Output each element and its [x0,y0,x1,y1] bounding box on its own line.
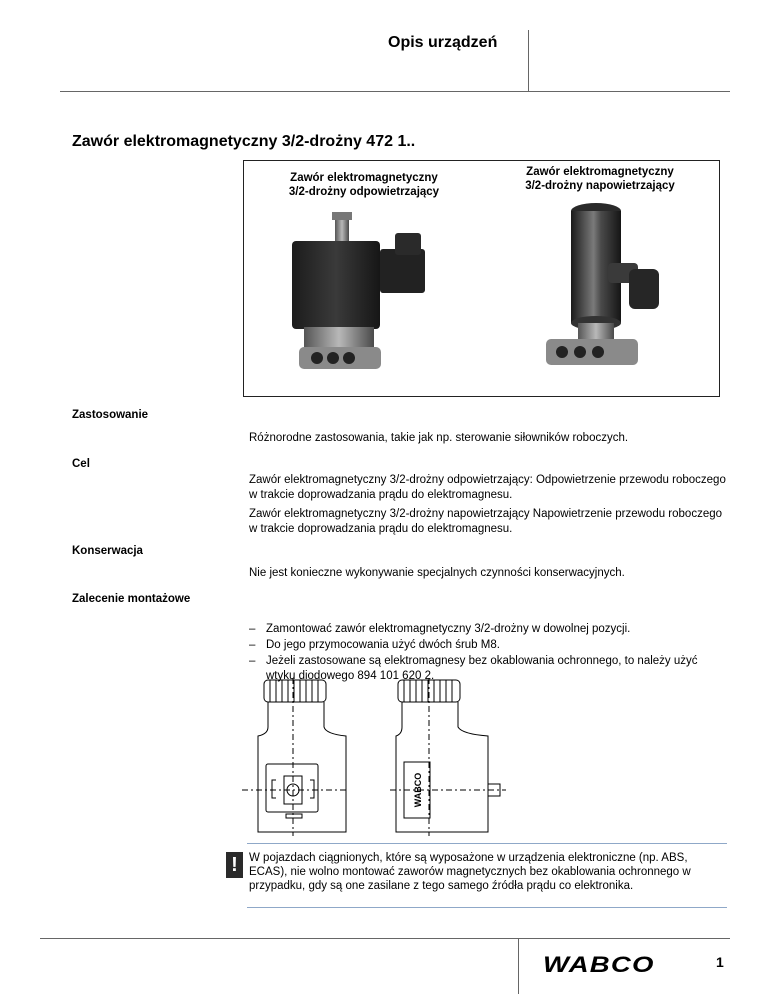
left-photo-caption [264,171,464,199]
list-item: – Jeżeli zastosowane są elektromagnesy bez okablowania ochronnego, to należy użyć wtyku diodowego 894 101 620 2. [249,654,729,684]
section-text-konserwacja: Nie jest konieczne wykonywanie specjalnych czynności konserwacyjnych. [249,567,625,579]
list-item: – Zamontować zawór elektromagnetyczny 3/2-drożny w dowolnej pozycji. [249,622,729,637]
section-text-cel-2: Zawór elektromagnetyczny 3/2-drożny napowietrzający Napowietrzenie przewodu roboczego w trakcie doprowadzania prądu do elektromagnesu. [249,508,723,535]
drawing-brand-label: WABCO [413,772,423,808]
header-divider-horizontal [60,91,730,92]
section-text-zastosowanie: Różnorodne zastosowania, takie jak np. sterowanie siłowników roboczych. [249,432,629,444]
list-item: – Do jego przymocowania użyć dwóch śrub M8. [249,638,729,653]
page-number: 1 [716,954,724,970]
wabco-logo: WABCO [543,952,655,977]
section-label-zastosowanie: Zastosowanie [72,409,149,421]
product-photo-box [243,160,720,397]
section-label-cel: Cel [72,458,90,470]
warning-icon: ! [226,852,243,878]
header-title: Opis urządzeń [388,34,498,51]
right-caption-line2: 3/2-drożny napowietrzający [525,180,675,192]
warning-divider-top [247,843,727,844]
section-label-montaz: Zalecenie montażowe [72,593,191,605]
page-title: Zawór elektromagnetyczny 3/2-drożny 472 1.. [72,133,416,150]
aerating-valve-photo [546,203,659,365]
left-caption-line2: 3/2-drożny odpowietrzający [288,186,440,198]
footer-divider-horizontal [40,938,730,939]
right-photo-caption [500,165,700,193]
warning-text: W pojazdach ciągnionych, które są wyposażone w urządzenia elektroniczne (np. ABS, ECAS), nie wolno montować zaworów magnetycznych bez okablowania ochronnego w przypadku, gdy są one zasilane z tego samego źródła prądu co elektronika. [249,852,691,892]
venting-valve-photo [292,212,425,369]
connector-technical-drawing [236,672,516,838]
warning-divider-bottom [247,907,727,908]
footer-divider-vertical [518,938,519,994]
right-caption-line1: Zawór elektromagnetyczny [526,166,674,178]
section-label-konserwacja: Konserwacja [72,545,143,557]
left-caption-line1: Zawór elektromagnetyczny [290,172,438,184]
section-text-cel-1: Zawór elektromagnetyczny 3/2-drożny odpowietrzający: Odpowietrzenie przewodu roboczego w trakcie doprowadzania prądu do elektromagnesu. [249,474,726,501]
header-divider-vertical [528,30,529,92]
